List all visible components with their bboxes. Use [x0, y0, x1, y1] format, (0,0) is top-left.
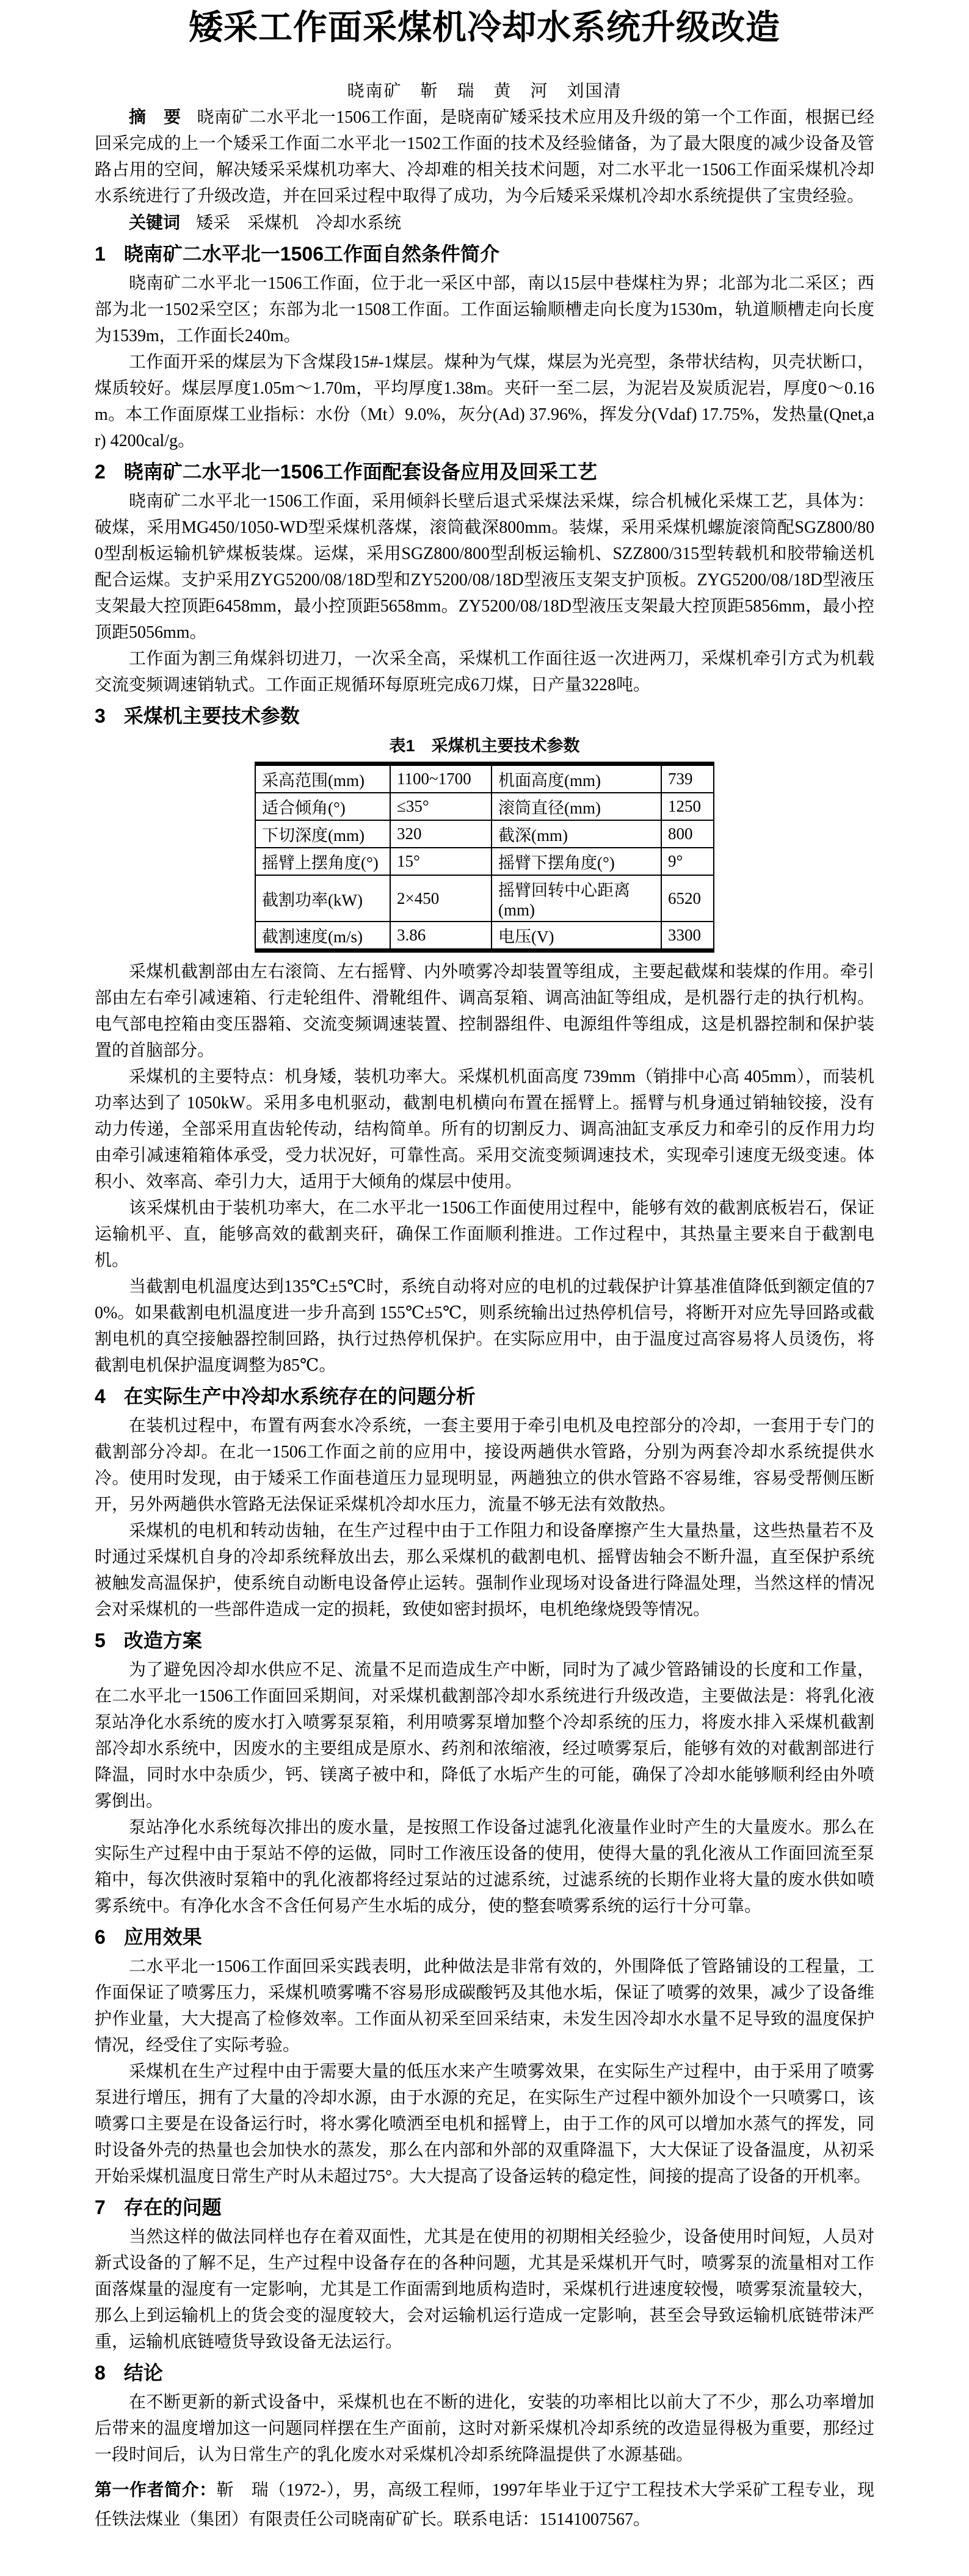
section-title: 在实际生产中冷却水系统存在的问题分析: [123, 1385, 476, 1407]
section-heading-1: [95, 240, 874, 268]
shearer-parameters-table: [255, 762, 714, 953]
first-author-bio: [95, 2475, 874, 2535]
keywords-label: 关键词: [129, 213, 181, 232]
table-caption: 表1 采煤机主要技术参数: [389, 737, 580, 755]
section-number: 4: [95, 1385, 106, 1407]
param-value: 6520: [661, 875, 714, 922]
table-row: [255, 875, 714, 922]
paper-title: 矮采工作面采煤机冷却水系统升级改造: [189, 8, 780, 46]
param-label: 机面高度(mm): [492, 764, 661, 793]
abstract-paragraph: [95, 104, 874, 209]
section-title: 结论: [123, 2362, 163, 2384]
param-label: 适合倾角(°): [255, 793, 390, 820]
section-title: 晓南矿二水平北一1506工作面自然条件简介: [123, 243, 499, 265]
section-number: 7: [95, 2196, 106, 2218]
param-value: 800: [661, 820, 714, 848]
param-value: 15°: [390, 848, 492, 875]
section-number: 1: [95, 243, 106, 265]
paragraph: 当截割电机温度达到135℃±5℃时，系统自动将对应的电机的过载保护计算基准值降低到额定值的70%。如果截割电机温度进一步升高到 155℃±5℃，则系统输出过热停机信号，将断开对应先导回路或截割电机的真空接触器控制回路，执行过热停机保护。在实际应用中，由于温度过高容易将人员烫伤，将截割电机保护温度调整为85℃。: [95, 1277, 874, 1375]
paragraph: 二水平北一1506工作面回采实践表明，此种做法是非常有效的，外围降低了管路铺设的工程量，工作面保证了喷雾压力，采煤机喷雾嘴不容易形成碳酸钙及其他水垢，保证了喷雾的效果，减少了设备维护作业量，大大提高了检修效率。工作面从初采至回采结束，未发生因冷却水水量不足导致的温度保护情况，经受住了实际考验。: [95, 1957, 874, 2055]
param-value: 320: [390, 820, 492, 848]
paragraph: 为了避免因冷却水供应不足、流量不足而造成生产中断，同时为了减少管路铺设的长度和工作量，在二水平北一1506工作面回采期间，对采煤机截割部冷却水系统进行升级改造，主要做法是：将乳化液泵站净化水系统的废水打入喷雾泵泵箱，利用喷雾泵增加整个冷却系统的压力，将废水排入采煤机截割部冷却水系统中，因废水的主要组成是原水、药剂和浓缩液，经过喷雾泵后，能够有效的对截割部进行降温，同时水中杂质少，钙、镁离子被中和，降低了水垢产生的可能，确保了冷却水能够顺利经由外喷雾倒出。: [95, 1661, 874, 1811]
param-label: 滚筒直径(mm): [492, 793, 661, 820]
paragraph: 晓南矿二水平北一1506工作面，位于北一采区中部，南以15层中巷煤柱为界；北部为北二采区；西部为北一1502采空区；东部为北一1508工作面。工作面运输顺槽走向长度为1530m，轨道顺槽走向长度为1539m，工作面长240m。: [95, 274, 874, 345]
abstract-label: 摘 要: [129, 107, 181, 126]
section-heading-8: [95, 2359, 874, 2387]
keywords-text: 矮采 采煤机 冷却水系统: [196, 214, 402, 233]
section-number: 2: [95, 461, 106, 483]
param-label: 截割功率(kW): [255, 875, 390, 922]
table-row: [255, 764, 714, 793]
paragraph: 泵站净化水系统每次排出的废水量，是按照工作设备过滤乳化液量作业时产生的大量废水。那么在实际生产过程中由于泵站不停的运做，同时工作液压设备的使用，使得大量的乳化液从工作面回流至泵箱中，每次供液时泵箱中的乳化液都将经过泵站的过滤系统，过滤系统的长期作业将大量的废水供如喷雾系统中。有净化水含不含任何易产生水垢的成分，使的整套喷雾系统的运行十分可靠。: [95, 1818, 874, 1916]
section-number: 3: [95, 705, 106, 727]
section-number: 5: [95, 1629, 106, 1651]
paragraph: 采煤机的主要特点：机身矮，装机功率大。采煤机机面高度 739mm（销排中心高 405mm），而装机功率达到了 1050kW。采用多电机驱动，截割电机横向布置在摇臂上。摇臂与机身通过销轴铰接，没有动力传递，全部采用直齿轮传动，结构简单。所有的切割反力、调高油缸支承反力和牵引的反作用力均由牵引减速箱箱体承受，受力状况好，可靠性高。采用交流变频调速技术，实现牵引速度无级变速。体积小、效率高、牵引力大，适用于大倾角的煤层中使用。: [95, 1067, 874, 1191]
paragraph: 在装机过程中，布置有两套水冷系统，一套主要用于牵引电机及电控部分的冷却，一套用于专门的截割部分冷却。在北一1506工作面之前的应用中，接设两趟供水管路，分别为两套冷却水系统提供水冷。使用时发现，由于矮采工作面巷道压力显现明显，两趟独立的供水管路不容易维，容易受帮侧压断开，另外两趟供水管路无法保证采煤机冷却水压力，流量不够无法有效散热。: [95, 1416, 874, 1514]
section-title: 改造方案: [123, 1629, 202, 1651]
section-heading-5: [95, 1626, 874, 1654]
param-value: 739: [661, 764, 714, 793]
section-title: 采煤机主要技术参数: [123, 705, 300, 727]
paragraph: 采煤机的电机和转动齿轴，在生产过程中由于工作阻力和设备摩擦产生大量热量，这些热量若不及时通过采煤机自身的冷却系统释放出去，那么采煤机的截割电机、摇臂齿轴会不断升温，直至保护系统被触发高温保护，使系统自动断电设备停止运转。强制作业现场对设备进行降温处理，当然这样的情况会对采煤机的一些部件造成一定的损耗，致使如密封损坏，电机绝缘烧毁等情况。: [95, 1521, 874, 1619]
section-heading-2: [95, 458, 874, 486]
param-label: 采高范围(mm): [255, 764, 390, 793]
param-label: 摇臂上摆角度(°): [255, 848, 390, 875]
param-value: 3300: [661, 922, 714, 951]
section-number: 8: [95, 2362, 106, 2384]
table-row: [255, 793, 714, 820]
table-row: [255, 848, 714, 875]
paragraph: 采煤机截割部由左右滚筒、左右摇臂、内外喷雾冷却装置等组成，主要起截煤和装煤的作用。牵引部由左右牵引减速箱、行走轮组件、滑靴组件、调高泵箱、调高油缸等组成，是机器行走的执行机构。电气部电控箱由变压器箱、交流变频调速装置、控制器组件、电源组件等组成，这是机器控制和保护装置的首脑部分。: [95, 962, 874, 1060]
section-heading-4: [95, 1382, 874, 1410]
section-heading-7: [95, 2193, 874, 2221]
section-title: 存在的问题: [123, 2196, 222, 2218]
bio-label: 第一作者简介：: [95, 2480, 217, 2499]
paragraph: 该采煤机由于装机功率大，在二水平北一1506工作面使用过程中，能够有效的截割底板岩石，保证运输机平、直，能够高效的截割夹矸，确保工作面顺利推进。工作过程中，其热量主要来自于截割电机。: [95, 1199, 874, 1270]
section-title: 应用效果: [123, 1926, 202, 1948]
param-label: 截割速度(m/s): [255, 922, 390, 951]
paragraph: 当然这样的做法同样也存在着双面性，尤其是在使用的初期相关经验少，设备使用时间短，人员对新式设备的了解不足，生产过程中设备存在的各种问题，尤其是采煤机开气时，喷雾泵的流量相对工作面落煤量的湿度有一定影响，尤其是工作面需到地质构造时，采煤机行进速度较慢，喷雾泵流量较大，那么上到运输机上的货会变的湿度较大，会对运输机运行造成一定影响，甚至会导致运输机底链带沫严重，运输机底链噎货导致设备无法运行。: [95, 2228, 874, 2351]
section-number: 6: [95, 1926, 106, 1948]
abstract-text: 晓南矿二水平北一1506工作面，是晓南矿矮采技术应用及升级的第一个工作面，根据已经回采完成的上一个矮采工作面二水平北一1502工作面的技术及经验储备，为了最大限度的减少设备及管路占用的空间，解决矮采采煤机功率大、冷却难的相关技术问题，对二水平北一1506工作面采煤机冷却水系统进行了升级改造，并在回采过程中取得了成功，为今后矮采采煤机冷却水系统提供了宝贵经验。: [95, 108, 874, 206]
table-row: [255, 922, 714, 951]
paragraph: 采煤机在生产过程中由于需要大量的低压水来产生喷雾效果，在实际生产过程中，由于采用了喷雾泵进行增压，拥有了大量的冷却水源，由于水源的充足，在实际生产过程中额外加设个一只喷雾口，该喷雾口主要是在设备运行时，将水雾化喷洒至电机和摇臂上，由于工作的风可以增加水蒸气的挥发，同时设备外壳的热量也会加快水的蒸发，那么在内部和外部的双重降温下，大大保证了设备温度，从初采开始采煤机温度日常生产时从未超过75°。大大提高了设备运转的稳定性，间接的提高了设备的开机率。: [95, 2062, 874, 2186]
param-label: 截深(mm): [492, 820, 661, 848]
paragraph: 工作面开采的煤层为下含煤段15#-1煤层。煤种为气煤，煤层为光亮型，条带状结构，贝壳状断口，煤质较好。煤层厚度1.05m～1.70m，平均厚度1.38m。夹矸一至二层，为泥岩及炭质泥岩，厚度0～0.16m。本工作面原煤工业指标：水份（Mt）9.0%，灰分(Ad) 37.96%，挥发分(Vdaf) 17.75%，发热量(Qnet,ar) 4200cal/g。: [95, 353, 874, 450]
param-value: 3.86: [390, 922, 492, 951]
param-label: 摇臂回转中心距离(mm): [492, 875, 661, 922]
param-value: 1100~1700: [390, 764, 492, 793]
param-label: 电压(V): [492, 922, 661, 951]
section-heading-6: [95, 1923, 874, 1951]
bio-text: 靳 瑞（1972-），男，高级工程师，1997年毕业于辽宁工程技术大学采矿工程专业，现任铁法煤业（集团）有限责任公司晓南矿矿长。联系电话：15141007567。: [95, 2481, 874, 2529]
keywords-line: [95, 209, 874, 236]
param-label: 下切深度(mm): [255, 820, 390, 848]
param-value: 2×450: [390, 875, 492, 922]
param-value: 9°: [661, 848, 714, 875]
paragraph: 在不断更新的新式设备中，采煤机也在不断的进化，安装的功率相比以前大了不少，那么功率增加后带来的温度增加这一问题同样摆在生产面前，这时对新采煤机冷却系统的改造显得极为重要，那经过一段时间后，认为日常生产的乳化废水对采煤机冷却系统降温提供了水源基础。: [95, 2393, 874, 2464]
param-value: 1250: [661, 793, 714, 820]
param-value: ≤35°: [390, 793, 492, 820]
authors-line: 晓南矿 靳 瑞 黄 河 刘国清: [347, 82, 622, 101]
section-heading-3: [95, 702, 874, 730]
paragraph: 晓南矿二水平北一1506工作面，采用倾斜长壁后退式采煤法采煤，综合机械化采煤工艺，具体为：破煤，采用MG450/1050-WD型采煤机落煤，滚筒截深800mm。装煤，采用采煤机螺旋滚筒配SGZ800/800型刮板运输机铲煤板装煤。运煤，采用SGZ800/800型刮板运输机、SZZ800/315型转载机和胶带输送机配合运煤。支护采用ZYG5200/08/18D型和ZY5200/08/18D型液压支架支护顶板。ZYG5200/08/18D型液压支架最大控顶距6458mm，最小控顶距5658mm。ZY5200/08/18D型液压支架最大控顶距5856mm，最小控顶距5056mm。: [95, 492, 874, 642]
paragraph: 工作面为割三角煤斜切进刀，一次采全高，采煤机工作面往返一次进两刀，采煤机牵引方式为机载交流变频调速销轨式。工作面正规循环每原班完成6刀煤，日产量3228吨。: [95, 649, 874, 695]
section-title: 晓南矿二水平北一1506工作面配套设备应用及回采工艺: [123, 461, 597, 483]
param-label: 摇臂下摆角度(°): [492, 848, 661, 875]
table-row: [255, 820, 714, 848]
